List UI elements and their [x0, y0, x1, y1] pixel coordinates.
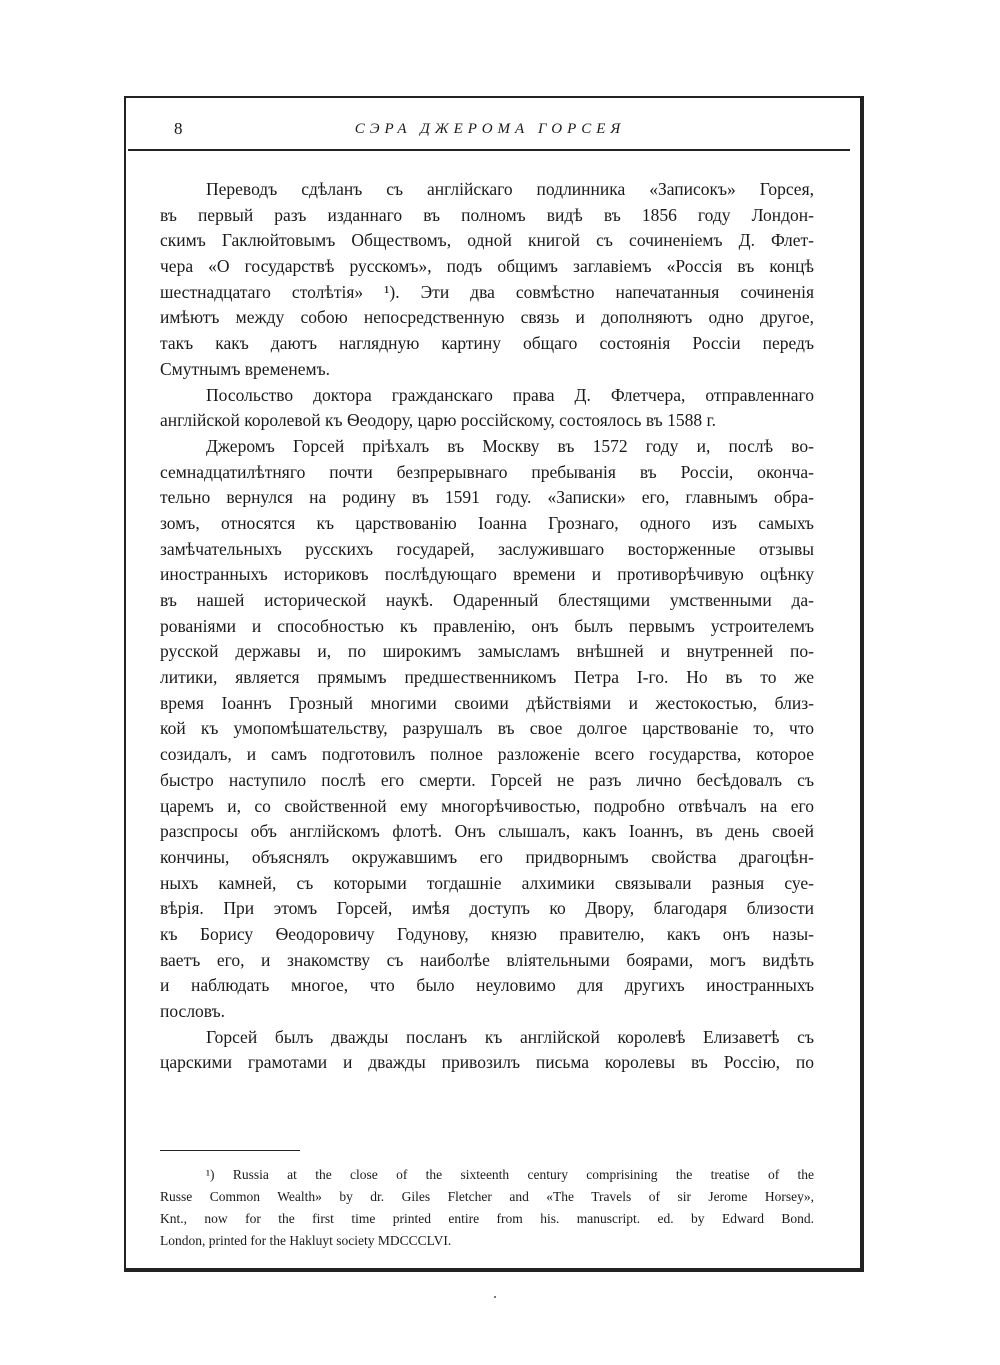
body-line: скимъ Гаклюйтовымъ Обществомъ, одной книгой съ сочиненіемъ Д. Флет- [160, 230, 814, 251]
body-line: зомъ, относятся къ царствованію Іоанна Грознаго, одного изъ самыхъ [160, 512, 814, 533]
body-line: ныхъ камней, съ которыми тогдашніе алхимики связывали разныя суе- [160, 872, 814, 893]
body-line: шестнадцатаго столѣтія» ¹). Эти два совмѣстно напечатанныя сочиненія [160, 281, 814, 302]
footnote-rule [160, 1150, 300, 1151]
body-line: Горсей былъ дважды посланъ къ англійской королевѣ Елизаветѣ съ [206, 1026, 814, 1047]
page-header [160, 118, 820, 140]
footnote-line: London, printed for the Hakluyt society MDCCCLVI. [160, 1233, 452, 1248]
body-line: быстро наступило послѣ его смерти. Горсей не разъ лично бесѣдовалъ съ [160, 769, 814, 790]
header-rule [128, 149, 850, 151]
body-line: англійской королевой къ Ѳеодору, царю россійскому, состоялось въ 1588 г. [160, 410, 717, 431]
body-line: такъ какъ даютъ наглядную картину общаго состоянія Россіи передъ [160, 333, 814, 354]
body-line: царемъ и, со свойственной ему многорѣчивостью, подробно отвѣчалъ на его [160, 795, 814, 816]
page-number: 8 [174, 119, 183, 138]
body-line: и наблюдать многое, что было неуловимо для другихъ иностранныхъ [160, 975, 814, 996]
body-line: Смутнымъ временемъ. [160, 358, 331, 379]
footnote-line: Russe Common Wealth» by dr. Giles Fletcher and «The Travels of sir Jerome Horsey», [160, 1189, 814, 1204]
body-line: Джеромъ Горсей пріѣхалъ въ Москву въ 1572 году и, послѣ во- [206, 435, 814, 456]
body-line: рованіями и способностью къ правленію, онъ былъ первымъ устроителемъ [160, 615, 814, 636]
footnote [160, 1164, 814, 1252]
body-line: Посольство доктора гражданскаго права Д. Флетчера, отправленнаго [206, 384, 814, 405]
body-line: ваетъ его, и знакомству съ наиболѣе вліятельными боярами, могъ видѣть [160, 949, 814, 970]
running-title: СЭРА ДЖЕРОМА ГОРСЕЯ [354, 121, 626, 137]
body-line: замѣчательныхъ русскихъ государей, заслужившаго восторженные отзывы [160, 538, 814, 559]
body-line: время Іоаннъ Грозный многими своими дѣйствіями и жестокостью, близ- [160, 692, 814, 713]
body-line: чера «О государствѣ русскомъ», подъ общимъ заглавіемъ «Россія въ концѣ [160, 256, 814, 277]
body-line: пословъ. [160, 1001, 226, 1021]
body-line: русской державы и, по широкимъ замысламъ внѣшней и внутренней по- [160, 641, 814, 662]
body-line: въ первый разъ изданнаго въ полномъ видѣ въ 1856 году Лондон- [160, 204, 814, 225]
footnote-line: Knt., now for the first time printed entire from his. manuscript. ed. by Edward Bond. [160, 1211, 814, 1226]
footnote-line: ¹) Russia at the close of the sixteenth century comprisining the treatise of the [206, 1167, 814, 1182]
body-line: тельно вернулся на родину въ 1591 году. «Записки» его, главнымъ обра- [160, 487, 814, 508]
body-line: разспросы объ англійскомъ флотѣ. Онъ слышалъ, какъ Іоаннъ, въ день своей [160, 821, 814, 842]
body-line: кончины, объяснялъ окружавшимъ его придворнымъ свойства драгоцѣн- [160, 846, 814, 867]
body-line: къ Борису Ѳеодоровичу Годунову, князю правителю, какъ онъ назы- [160, 923, 814, 944]
body-line: Переводъ сдѣланъ съ англійскаго подлинника «Записокъ» Горсея, [206, 179, 814, 199]
body-text [160, 177, 814, 1076]
body-line: семнадцатилѣтняго почти безпрерывнаго пребыванія въ Россіи, оконча- [160, 461, 814, 482]
body-line: литики, является прямымъ предшественникомъ Петра І-го. Но въ то же [160, 667, 814, 688]
body-line: въ нашей исторической наукѣ. Одаренный блестящими умственными да- [160, 590, 814, 610]
body-line: имѣютъ между собою непосредственную связь и дополняютъ одно другое, [160, 307, 814, 328]
bottom-speck [494, 1296, 496, 1298]
body-line: созидалъ, и самъ подготовилъ полное разложеніе всего государства, которое [160, 744, 814, 765]
body-line: кой къ умопомѣшательству, разрушалъ въ свое долгое царствованіе то, что [160, 718, 814, 739]
body-line: иностранныхъ историковъ послѣдующаго времени и противорѣчивую оцѣнку [160, 564, 814, 585]
body-line: царскими грамотами и дважды привозилъ письма королевы въ Россію, по [160, 1052, 814, 1073]
body-line: вѣрія. При этомъ Горсей, имѣя доступъ ко Двору, благодаря близости [160, 898, 814, 919]
